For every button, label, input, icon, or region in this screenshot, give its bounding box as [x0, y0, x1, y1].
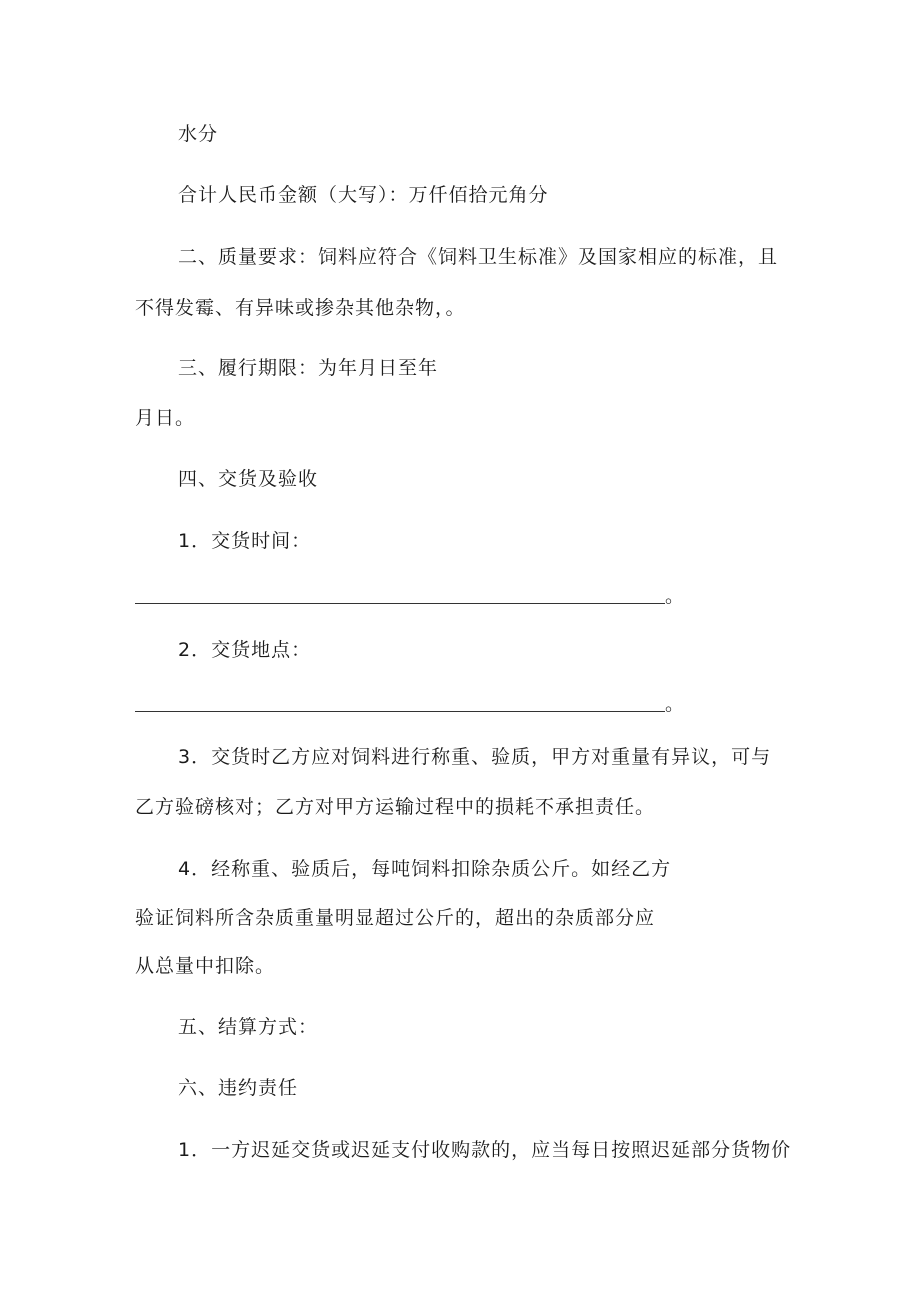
section-settlement: 五、结算方式： [178, 1016, 319, 1038]
section-breach-heading: 六、违约责任 [178, 1077, 299, 1099]
underline-delivery-place [135, 711, 665, 712]
line-quality-2: 不得发霉、有异味或掺杂其他杂物，。 [135, 297, 466, 319]
label-delivery-place: 2．交货地点： [178, 639, 312, 661]
line-item4-2: 验证饲料所含杂质重量明显超过公斤的，超出的杂质部分应 [135, 907, 656, 929]
line-item3-2: 乙方验磅核对；乙方对甲方运输过程中的损耗不承担责任。 [135, 796, 656, 818]
line-item4-3: 从总量中扣除。 [135, 955, 276, 977]
blank-delivery-place [135, 692, 685, 716]
line-term-2: 月日。 [135, 407, 196, 429]
period-delivery-place: 。 [665, 693, 685, 715]
period-delivery-time: 。 [665, 585, 685, 607]
underline-delivery-time [135, 603, 665, 604]
line-water: 水分 [178, 123, 219, 145]
line-total-rmb: 合计人民币金额（大写）：万仟佰拾元角分 [178, 184, 549, 206]
line-item3-1: 3．交货时乙方应对饲料进行称重、验质，甲方对重量有异议，可与 [178, 746, 772, 768]
line-quality-1: 二、质量要求：饲料应符合《饲料卫生标准》及国家相应的标准，且 [178, 246, 779, 268]
line-breach-1: 1．一方迟延交货或迟延支付收购款的，应当每日按照迟延部分货物价 [178, 1139, 792, 1161]
blank-delivery-time [135, 584, 685, 608]
label-delivery-time: 1．交货时间： [178, 530, 312, 552]
line-item4-1: 4．经称重、验质后，每吨饲料扣除杂质公斤。如经乙方 [178, 858, 672, 880]
line-term-1: 三、履行期限：为年月日至年 [178, 357, 439, 379]
section-delivery-heading: 四、交货及验收 [178, 468, 319, 490]
